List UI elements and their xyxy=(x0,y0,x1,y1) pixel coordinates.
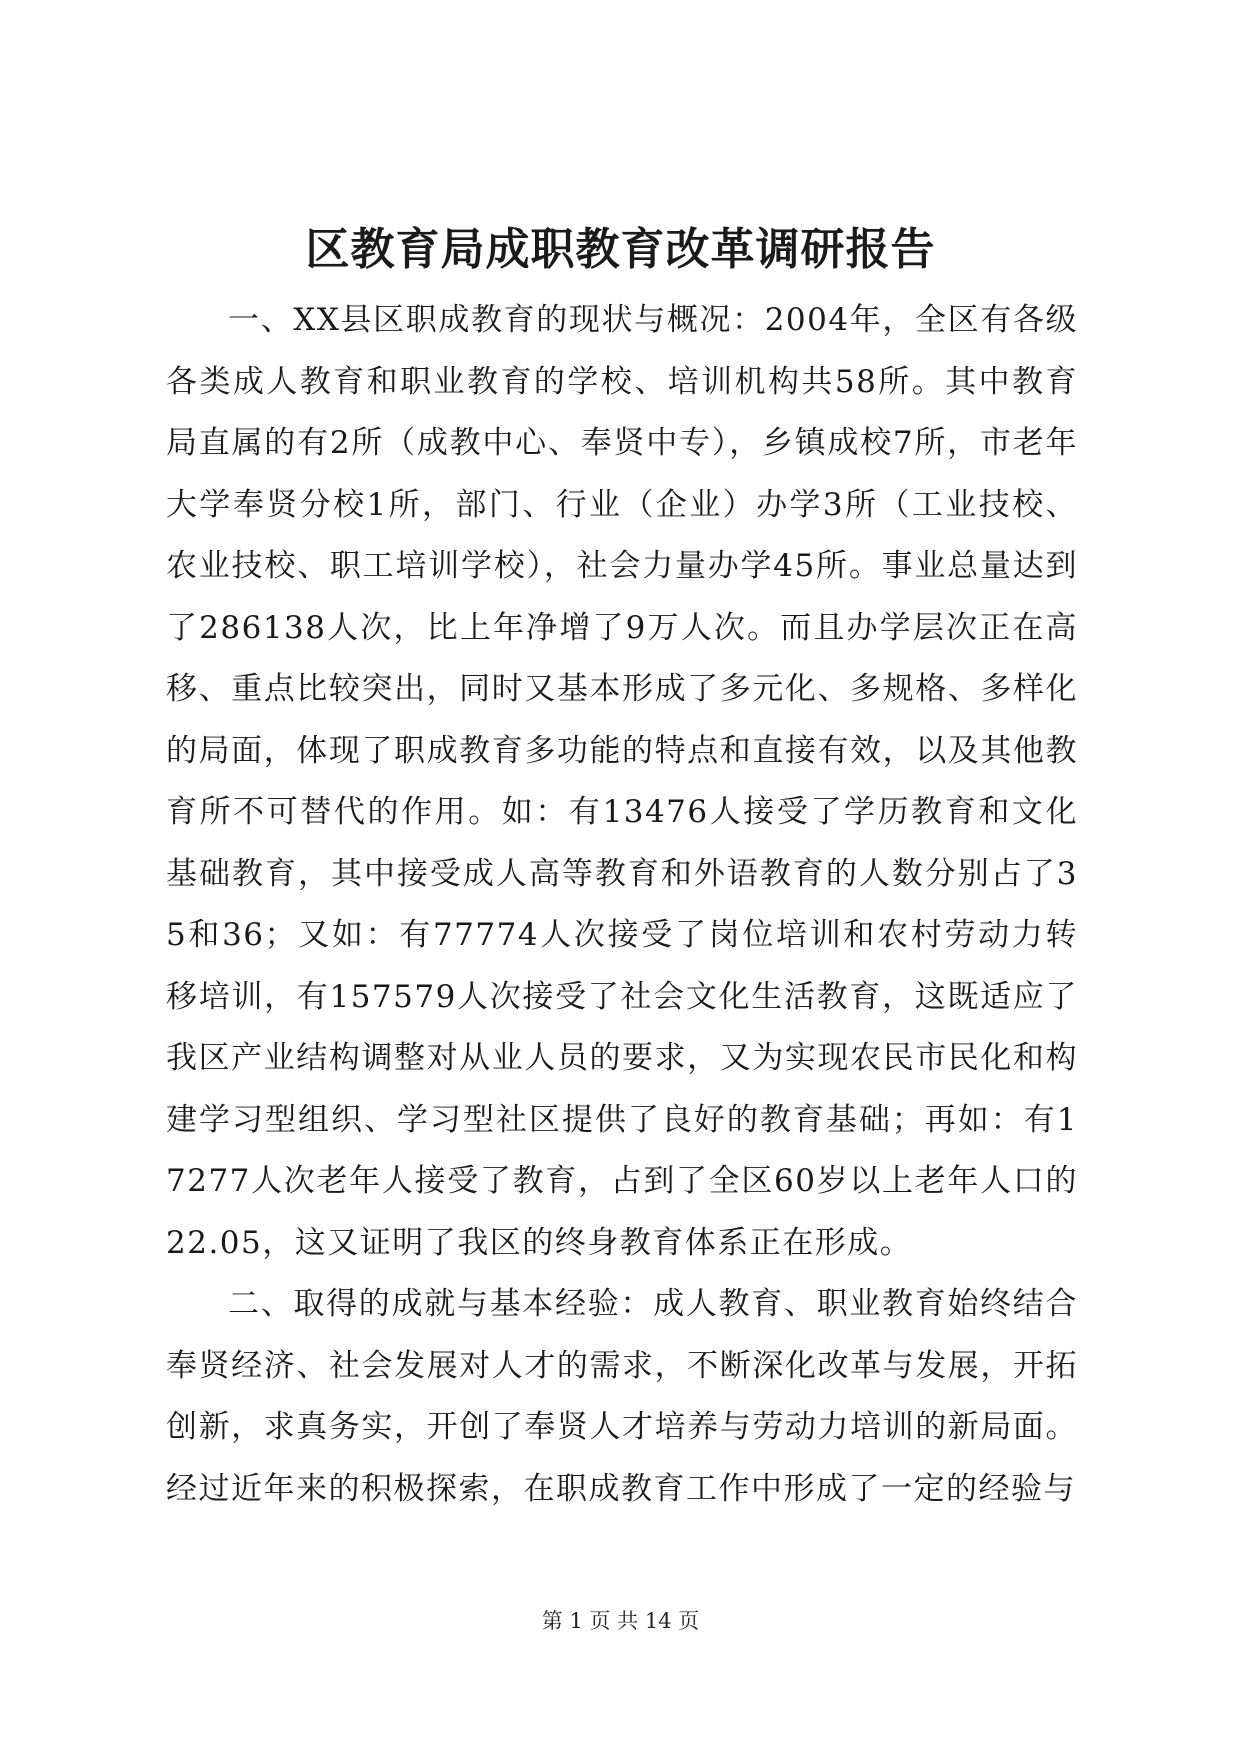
paragraph-status-overview: 一、XX县区职成教育的现状与概况：2004年，全区有各级各类成人教育和职业教育的学校、培训机构共58所。其中教育局直属的有2所（成教中心、奉贤中专），乡镇成校7所，市老年大学奉贤分校1所，部门、行业（企业）办学3所（工业技校、农业技校、职工培训学校），社会力量办学45所。事业总量达到了286138人次，比上年净增了9万人次。而且办学层次正在高移、重点比较突出，同时又基本形成了多元化、多规格、多样化的局面，体现了职成教育多功能的特点和直接有效，以及其他教育所不可替代的作用。如：有13476人接受了学历教育和文化基础教育，其中接受成人高等教育和外语教育的人数分别占了35和36；又如：有77774人次接受了岗位培训和农村劳动力转移培训，有157579人次接受了社会文化生活教育，这既适应了我区产业结构调整对从业人员的要求，又为实现农民市民化和构建学习型组织、学习型社区提供了良好的教育基础；再如：有17277人次老年人接受了教育，占到了全区60岁以上老年人口的22.05，这又证明了我区的终身教育体系正在形成。 xyxy=(166,302,1078,1261)
paragraph-achievements: 二、取得的成就与基本经验：成人教育、职业教育始终结合奉贤经济、社会发展对人才的需求，不断深化改革与发展，开拓创新，求真务实，开创了奉贤人才培养与劳动力培训的新局面。经过近年来的积极探索，在职成教育工作中形成了一定的经验与 xyxy=(166,1286,1078,1507)
page-footer: 第 1 页 共 14 页 xyxy=(541,1609,700,1633)
document-title: 区教育局成职教育改革调研报告 xyxy=(305,224,936,275)
document-body xyxy=(166,290,1078,1520)
